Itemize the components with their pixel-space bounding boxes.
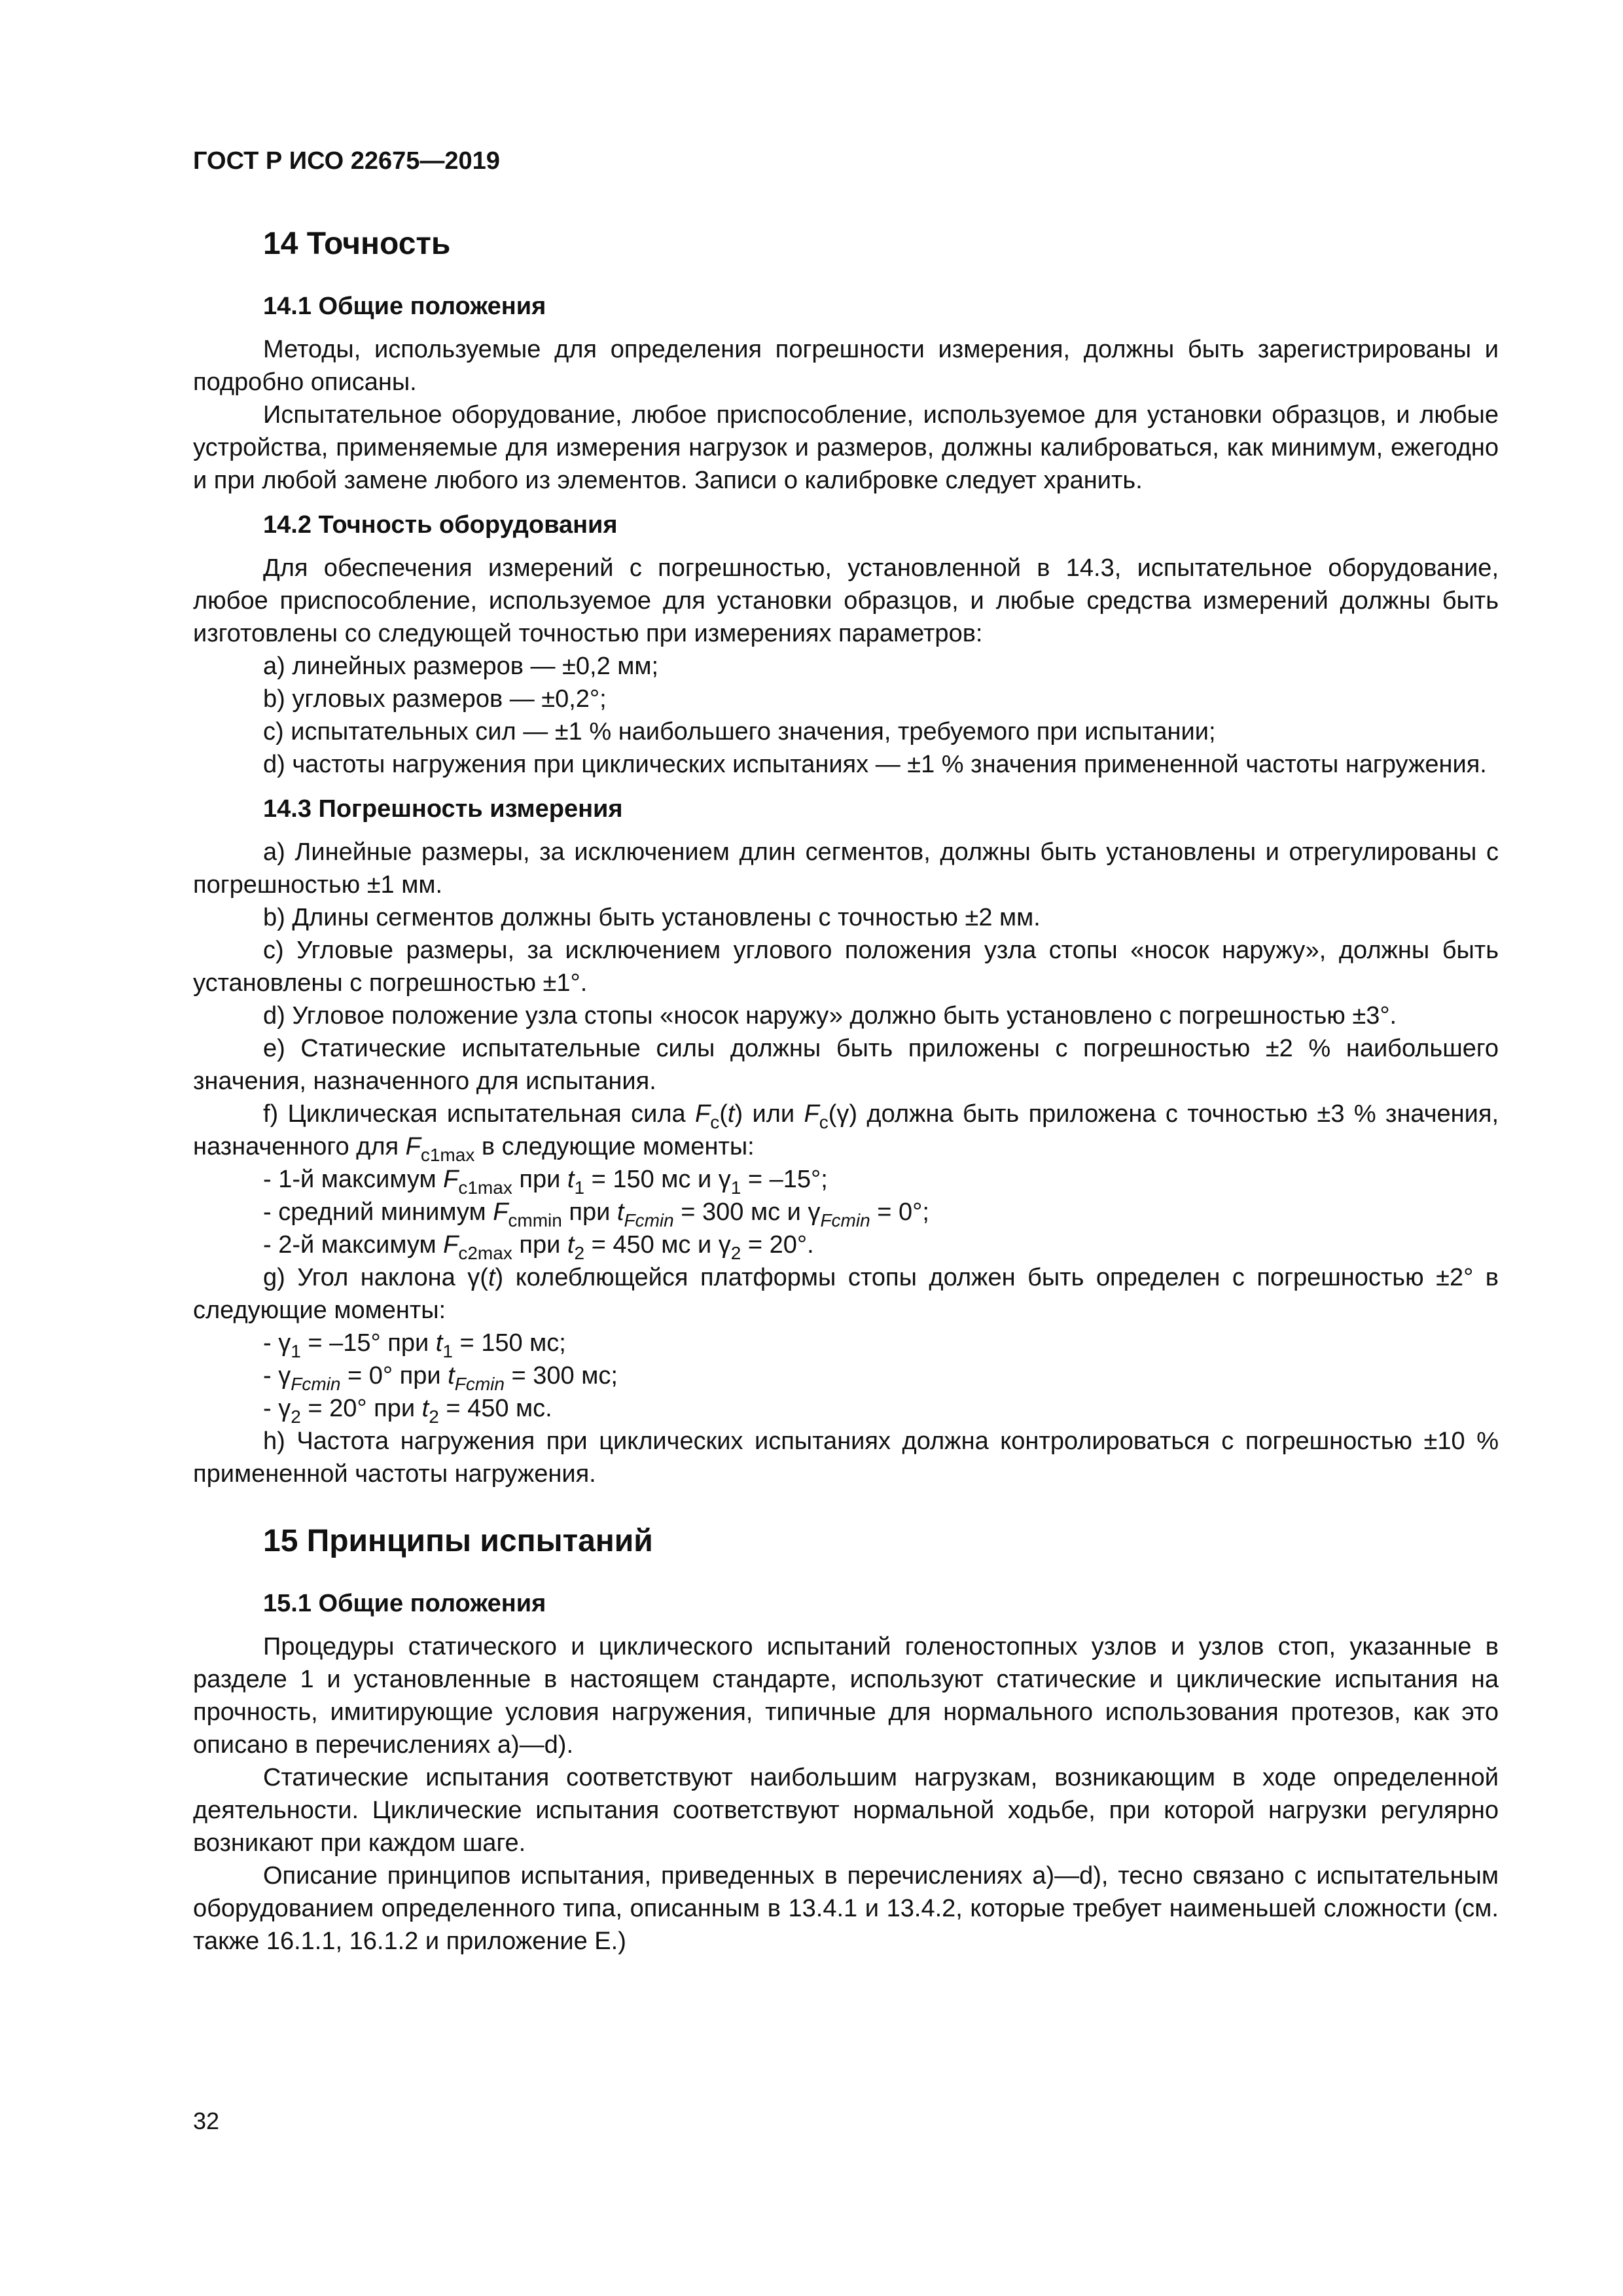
symbol: F [443, 1231, 459, 1259]
text: - γ [263, 1329, 291, 1357]
text: = –15°; [741, 1166, 828, 1193]
sub-list-item [193, 1163, 1499, 1196]
subscript: 1 [442, 1341, 453, 1361]
text: g) Угол наклона γ( [263, 1264, 488, 1291]
subscript: Fcmin [624, 1210, 674, 1230]
paragraph: Испытательное оборудование, любое приспособление, используемое для установки образцов, и любые устройства, применяемые для измерения нагрузок и размеров, должны калиброваться, как минимум, ежегодно и при любой замене любого из элементов. Записи о калибровке следует хранить. [193, 401, 1499, 494]
page-number: 32 [193, 2108, 220, 2134]
subscript: Fcmin [820, 1210, 870, 1230]
section-15-1-heading: 15.1 Общие положения [263, 1590, 546, 1617]
subscript: 1 [574, 1177, 585, 1198]
list-item: a) линейных размеров — ±0,2 мм; [263, 653, 659, 680]
subscript: c [710, 1112, 720, 1132]
subscript: 1 [291, 1341, 301, 1361]
text: в следующие моменты: [474, 1133, 755, 1160]
subscript: Fcmin [454, 1374, 505, 1394]
sub-list-item [193, 1392, 1499, 1425]
symbol: t [616, 1198, 624, 1226]
subscript: 2 [429, 1407, 439, 1427]
symbol: F [405, 1133, 421, 1160]
text: f) Циклическая испытательная сила [263, 1100, 696, 1128]
text: при [512, 1231, 567, 1259]
symbol: F [695, 1100, 711, 1128]
subscript: c [819, 1112, 829, 1132]
subscript: Fcmin [291, 1374, 341, 1394]
page-content [193, 213, 1499, 1958]
sub-list-item [193, 1229, 1499, 1261]
sub-list-item [193, 1196, 1499, 1229]
sub-list-item [193, 1359, 1499, 1392]
subscript: c1max [420, 1145, 475, 1165]
text: - γ [263, 1395, 291, 1422]
text: = 450 мс и γ [584, 1231, 731, 1259]
text: = 20° при [300, 1395, 422, 1422]
list-item: b) Длины сегментов должны быть установлены с точностью ±2 мм. [263, 904, 1041, 931]
text: при [512, 1166, 567, 1193]
text: = 0° при [340, 1362, 448, 1390]
text: ( [719, 1100, 728, 1128]
subscript: 1 [730, 1177, 741, 1198]
text: = 450 мс. [438, 1395, 552, 1422]
text: = 300 мс и γ [673, 1198, 821, 1226]
symbol: t [421, 1395, 429, 1422]
text: ) колеблющейся платформы стопы должен быть определен с погрешностью ±2° в следующие моменты: [193, 1264, 1499, 1324]
document-id: ГОСТ Р ИСО 22675—2019 [193, 147, 500, 175]
text: - 1-й максимум [263, 1166, 444, 1193]
list-item: h) Частота нагружения при циклических испытаниях должна контролироваться с погрешностью ±10 % примененной частоты нагружения. [193, 1427, 1499, 1488]
subscript: cmmin [508, 1210, 562, 1230]
text: = –15° при [300, 1329, 436, 1357]
symbol: t [435, 1329, 443, 1357]
section-15-heading: 15 Принципы испытаний [263, 1524, 653, 1558]
paragraph: Статические испытания соответствуют наибольшим нагрузкам, возникающим в ходе определенной деятельности. Циклические испытания соответствуют нормальной ходьбе, при которой нагрузки регулярно возникают при каждом шаге. [193, 1764, 1499, 1857]
list-item: c) Угловые размеры, за исключением углового положения узла стопы «носок наружу», должны быть установлены с погрешностью ±1°. [193, 937, 1499, 997]
text: - средний минимум [263, 1198, 493, 1226]
text: (γ) должна быть приложена с точностью ±3 % значения, назначенного для [193, 1100, 1499, 1160]
symbol: F [493, 1198, 508, 1226]
list-item: b) угловых размеров — ±0,2°; [263, 685, 607, 713]
text: - γ [263, 1362, 291, 1390]
list-item: d) частоты нагружения при циклических испытаниях — ±1 % значения примененной частоты нагружения. [263, 751, 1487, 778]
text: - 2-й максимум [263, 1231, 444, 1259]
text: ) или [734, 1100, 804, 1128]
text: = 20°. [741, 1231, 814, 1259]
paragraph: Описание принципов испытания, приведенных в перечислениях a)—d), тесно связано с испытательным оборудованием определенного типа, описанным в 13.4.1 и 13.4.2, которые требует наименьшей сложности (см. также 16.1.1, 16.1.2 и приложение E.) [193, 1862, 1499, 1955]
symbol: F [804, 1100, 819, 1128]
symbol: t [727, 1100, 735, 1128]
paragraph: Методы, используемые для определения погрешности измерения, должны быть зарегистрированы и подробно описаны. [193, 336, 1499, 396]
paragraph: Для обеспечения измерений с погрешностью, установленной в 14.3, испытательное оборудование, любое приспособление, используемое для установки образцов, и любые средства измерений должны быть изготовлены со следующей точностью при измерениях параметров: [193, 554, 1499, 647]
text: = 300 мс; [504, 1362, 618, 1390]
text: при [562, 1198, 617, 1226]
list-item-f [193, 1098, 1499, 1163]
subscript: c2max [458, 1243, 512, 1263]
text: = 150 мс и γ [584, 1166, 731, 1193]
subscript: 2 [574, 1243, 585, 1263]
symbol: t [567, 1166, 575, 1193]
list-item-g [193, 1261, 1499, 1327]
section-14-2-heading: 14.2 Точность оборудования [263, 511, 618, 539]
text: = 150 мс; [452, 1329, 566, 1357]
symbol: F [443, 1166, 459, 1193]
symbol: t [488, 1264, 495, 1291]
symbol: t [567, 1231, 575, 1259]
section-14-3-heading: 14.3 Погрешность измерения [263, 795, 623, 823]
list-item: d) Угловое положение узла стопы «носок наружу» должно быть установлено с погрешностью ±3°. [263, 1002, 1397, 1030]
list-item: a) Линейные размеры, за исключением длин сегментов, должны быть установлены и отрегулированы с погрешностью ±1 мм. [193, 838, 1499, 899]
subscript: c1max [458, 1177, 512, 1198]
section-14-1-heading: 14.1 Общие положения [263, 293, 546, 320]
list-item: e) Статические испытательные силы должны быть приложены с погрешностью ±2 % наибольшего значения, назначенного для испытания. [193, 1035, 1499, 1095]
subscript: 2 [291, 1407, 301, 1427]
paragraph: Процедуры статического и циклического испытаний голеностопных узлов и узлов стоп, указанные в разделе 1 и установленные в настоящем стандарте, используют статические и циклические испытания на прочность, имитирующие условия нагружения, типичные для нормального использования протезов, как это описано в перечислениях a)—d). [193, 1633, 1499, 1759]
subscript: 2 [730, 1243, 741, 1263]
section-14-heading: 14 Точность [263, 226, 451, 261]
list-item: c) испытательных сил — ±1 % наибольшего значения, требуемого при испытании; [263, 718, 1216, 745]
symbol: t [448, 1362, 455, 1390]
text: = 0°; [870, 1198, 929, 1226]
sub-list-item [193, 1327, 1499, 1359]
